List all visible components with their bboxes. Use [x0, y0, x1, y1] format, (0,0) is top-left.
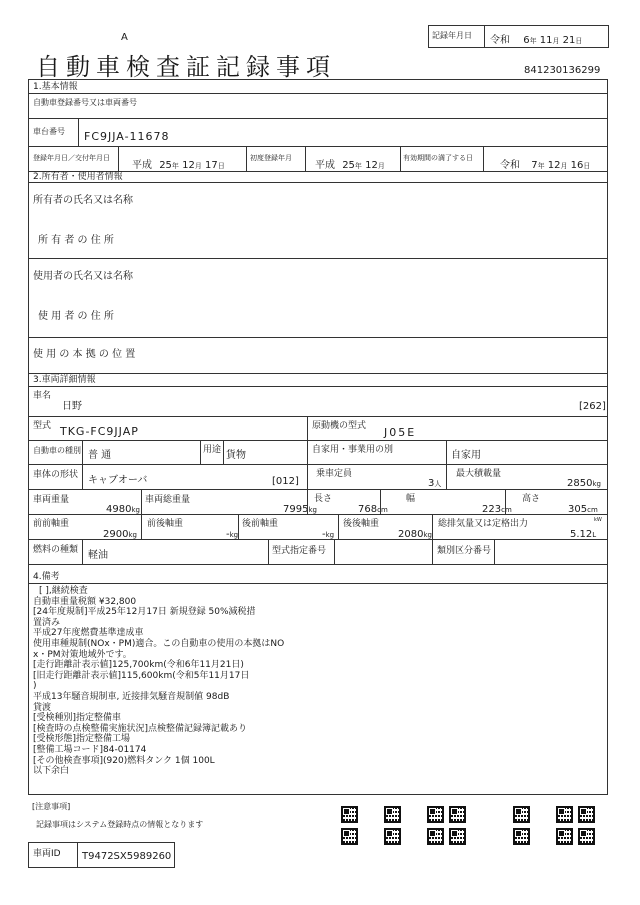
document-number: 841230136299 — [524, 65, 601, 76]
vehicle-id-label: 車両ID — [33, 849, 61, 859]
expiry-date-label: 有効期間の満了する日 — [403, 154, 473, 162]
remarks-line: [整備工場コード]84-01174 — [33, 744, 147, 755]
notes-label: [注意事項] — [32, 802, 71, 811]
displacement-label: 総排気量又は定格出力 — [438, 519, 529, 529]
remarks-line: 平成13年騒音規制車, 近接排気騒音規制値 98dB — [33, 691, 230, 702]
gross-weight-label: 車両総重量 — [145, 495, 191, 505]
remarks-line: [走行距離計表示値]125,700km(令和6年11月21日) — [33, 660, 244, 671]
vehicle-id-value: T9472SX5989260 — [82, 851, 172, 862]
length-value: 768cm — [358, 504, 388, 515]
remarks-line: ) — [33, 681, 37, 692]
front-front-axle-value: 2900kg — [103, 529, 137, 540]
body-shape-code: [012] — [272, 476, 299, 487]
remarks-line: 貸渡 — [33, 702, 52, 713]
first-registration-value: 平成 25年 12月 — [315, 160, 385, 171]
record-date-label: 記録年月日 — [432, 31, 472, 40]
qr-code-icon — [556, 828, 573, 845]
engine-model-label: 原動機の型式 — [312, 421, 367, 431]
fuel-type-label: 燃料の種類 — [33, 545, 79, 555]
model-value: TKG-FC9JJAP — [60, 425, 139, 438]
section-vehicle-heading: 3.車両詳細情報 — [33, 375, 96, 385]
user-name-label: 使用者の氏名又は名称 — [33, 271, 133, 282]
gross-weight-value: 7995kg — [283, 504, 317, 515]
remarks-line: 自動車重量税額 ¥32,800 — [33, 596, 137, 607]
qr-code-icon — [449, 806, 466, 823]
type-designation-label: 型式指定番号 — [272, 546, 327, 556]
qr-code-icon — [427, 806, 444, 823]
owner-name-label: 所有者の氏名又は名称 — [33, 195, 133, 206]
vehicle-kind-label: 自動車の種別 — [33, 446, 81, 455]
width-label: 幅 — [406, 494, 416, 504]
base-location-label: 使 用 の 本 拠 の 位 置 — [33, 349, 136, 360]
rear-rear-axle-value: 2080kg — [398, 529, 432, 540]
section-remarks-heading: 4.備考 — [33, 572, 60, 582]
record-date-value: 令和 6年 11月 21日 — [490, 35, 583, 46]
max-load-value: 2850kg — [567, 478, 601, 489]
displacement-value: 5.12L — [570, 529, 597, 540]
qr-code-icon — [578, 828, 595, 845]
front-front-axle-label: 前前軸重 — [33, 519, 70, 529]
usage-label: 用途 — [203, 445, 222, 455]
qr-code-icon — [513, 828, 530, 845]
section-basic-heading: 1.基本情報 — [33, 82, 78, 92]
remarks-line: [受検形態]指定整備工場 — [33, 734, 131, 745]
first-registration-label: 初度登録年月 — [250, 154, 292, 162]
page-title: 自動車検査証記録事項 — [36, 53, 336, 81]
car-name-code: [262] — [579, 401, 606, 412]
expiry-date-value: 令和 7年 12月 16日 — [500, 160, 591, 171]
user-address-label: 使 用 者 の 住 所 — [38, 311, 114, 322]
qr-code-icon — [449, 828, 466, 845]
length-label: 長さ — [314, 494, 333, 504]
qr-code-icon — [341, 828, 358, 845]
usage-value: 貨物 — [226, 450, 246, 461]
registration-date-label: 登録年月日／交付年月日 — [33, 154, 110, 162]
rear-front-axle-value: -kg — [322, 529, 335, 540]
car-name-value: 日野 — [62, 401, 82, 412]
private-business-label: 自家用・事業用の別 — [312, 445, 394, 455]
car-name-label: 車名 — [33, 391, 52, 401]
height-value: 305cm — [568, 504, 598, 515]
body-shape-value: キャブオーバ — [88, 475, 148, 486]
qr-code-icon — [427, 828, 444, 845]
body-shape-label: 車体の形状 — [33, 470, 79, 480]
remarks-block — [33, 586, 603, 777]
width-value: 223cm — [482, 504, 512, 515]
form-mark: A — [121, 32, 128, 43]
engine-model-value: J05E — [384, 426, 417, 439]
registration-date-value: 平成 25年 12月 17日 — [132, 160, 225, 171]
front-rear-axle-label: 前後軸重 — [147, 519, 184, 529]
remarks-line: [検査時の点検整備実施状況]点検整備記録簿記載あり — [33, 723, 248, 734]
qr-code-icon — [578, 806, 595, 823]
chassis-number-value: FC9JJA-11678 — [84, 130, 170, 143]
vehicle-weight-label: 車両重量 — [33, 495, 70, 505]
qr-code-icon — [384, 828, 401, 845]
front-rear-axle-value: -kg — [226, 529, 239, 540]
remarks-line: [その他検査事項](920)燃料タンク 1個 100L — [33, 755, 215, 766]
notes-text: 記録事項はシステム登録時点の情報となります — [36, 820, 204, 829]
remarks-line: 使用車種規制(NOx・PM)適合。この自動車の使用の本拠はNO — [33, 638, 285, 649]
remarks-line: 以下余白 — [33, 766, 70, 777]
vehicle-kind-value: 普 通 — [88, 450, 112, 461]
section-owner-heading: 2.所有者・使用者情報 — [33, 172, 123, 182]
qr-code-icon — [556, 806, 573, 823]
rear-rear-axle-label: 後後軸重 — [343, 519, 380, 529]
remarks-line: [ ],継続検査 — [39, 586, 88, 596]
remarks-line: [受検種別]指定整備車 — [33, 713, 122, 724]
qr-code-icon — [341, 806, 358, 823]
registration-number-label: 自動車登録番号又は車両番号 — [33, 98, 137, 107]
max-load-label: 最大積載量 — [456, 469, 502, 479]
capacity-value: 3人 — [428, 478, 442, 489]
qr-code-icon — [513, 806, 530, 823]
chassis-number-label: 車台番号 — [33, 127, 65, 136]
remarks-line: [24年度規制]平成25年12月17日 新規登録 50%減税措 — [33, 607, 256, 618]
height-label: 高さ — [522, 494, 541, 504]
remarks-line: [旧走行距離計表示値]115,600km(令和5年11月17日 — [33, 670, 250, 681]
vehicle-weight-value: 4980kg — [106, 504, 140, 515]
model-label: 型式 — [33, 421, 52, 431]
fuel-type-value: 軽油 — [88, 550, 108, 561]
remarks-line: x・PM対策地域外です。 — [33, 649, 132, 660]
qr-code-icon — [384, 806, 401, 823]
rear-front-axle-label: 後前軸重 — [242, 519, 279, 529]
owner-address-label: 所 有 者 の 住 所 — [38, 235, 114, 246]
capacity-label: 乗車定員 — [316, 469, 353, 479]
remarks-line: 置済み — [33, 617, 61, 628]
displacement-unit-kw: kW — [594, 517, 602, 523]
private-business-value: 自家用 — [451, 450, 481, 461]
class-number-label: 類別区分番号 — [437, 546, 492, 556]
remarks-line: 平成27年度燃費基準達成車 — [33, 628, 144, 639]
